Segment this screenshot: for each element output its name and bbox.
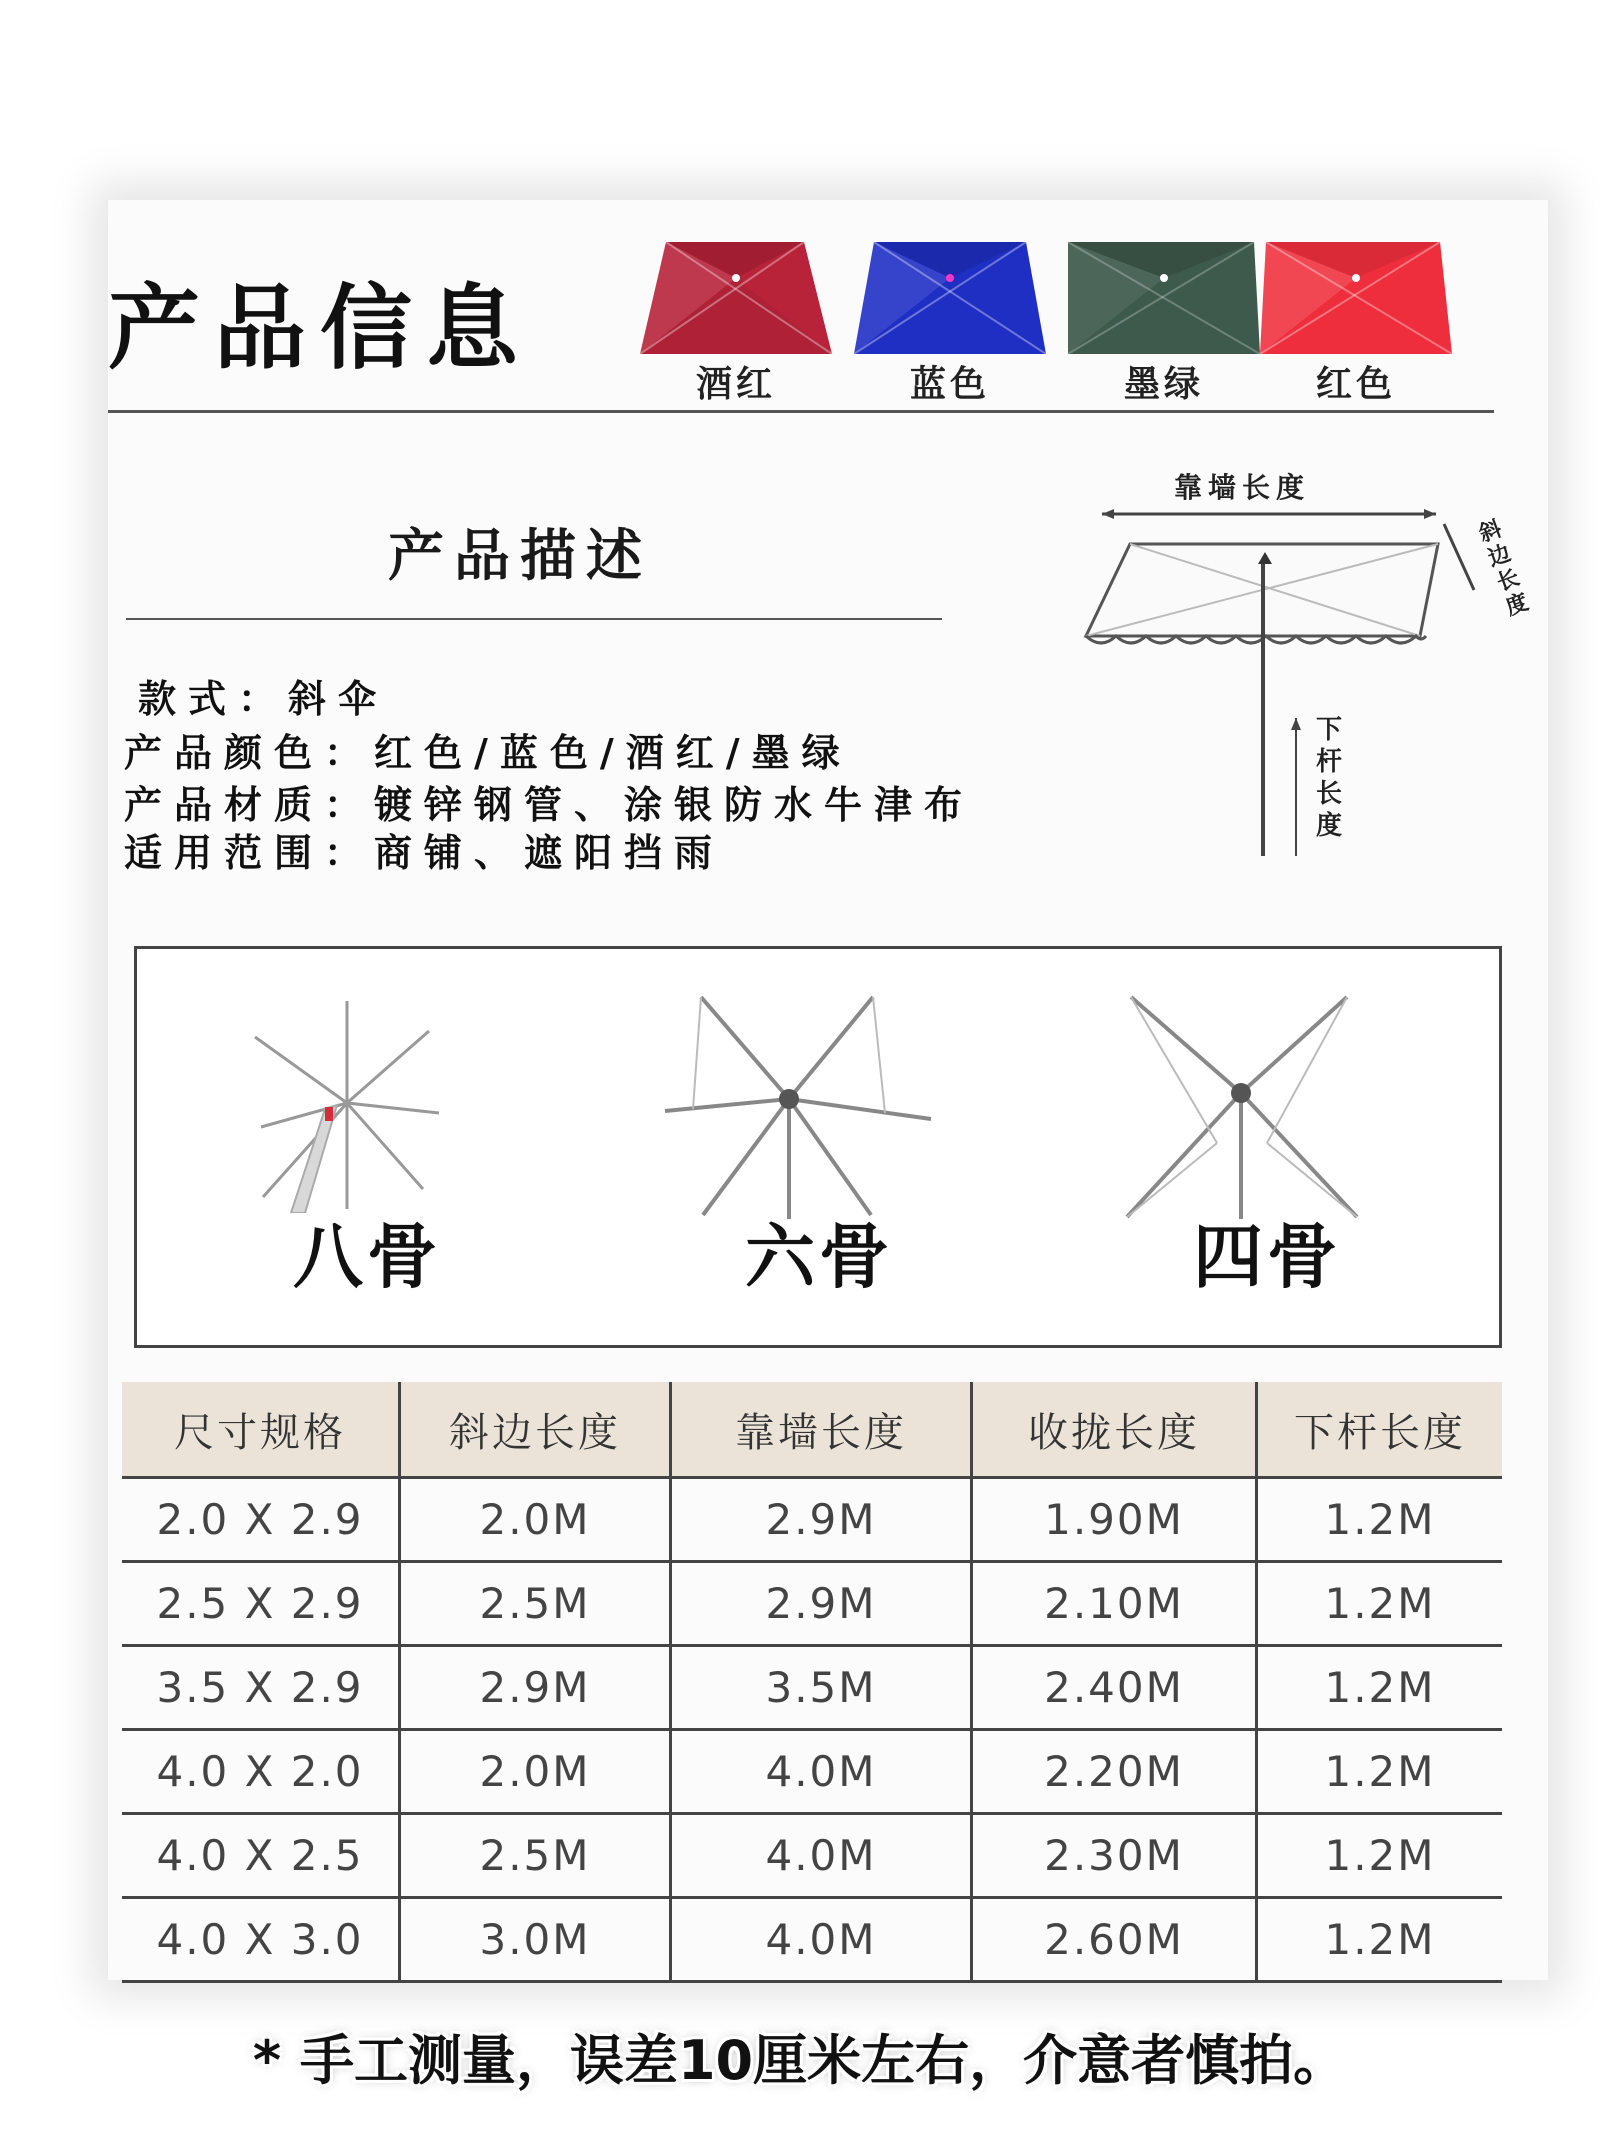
umbrella-canopy-icon (850, 238, 1050, 363)
table-cell: 1.90M (972, 1478, 1257, 1562)
umbrella-canopy-icon (1256, 238, 1456, 363)
column-header: 下杆长度 (1257, 1382, 1503, 1478)
table-row (122, 1730, 1502, 1814)
size-table (122, 1382, 1502, 1983)
table-header-row (122, 1382, 1502, 1478)
table-cell: 4.0M (671, 1898, 972, 1982)
eight-rib-frame-icon (197, 993, 457, 1213)
table-cell: 1.2M (1257, 1814, 1503, 1898)
table-cell: 4.0 X 2.0 (122, 1730, 400, 1814)
table-cell: 3.5M (671, 1646, 972, 1730)
column-header: 靠墙长度 (671, 1382, 972, 1478)
rib-option-four[interactable] (1057, 949, 1477, 1345)
table-cell: 2.0M (400, 1478, 671, 1562)
page-title: 产品信息 (108, 275, 533, 382)
description-title: 产品描述 (388, 524, 652, 589)
table-cell: 2.40M (972, 1646, 1257, 1730)
table-cell: 1.2M (1257, 1562, 1503, 1646)
table-cell: 2.10M (972, 1562, 1257, 1646)
umbrella-canopy-icon (636, 238, 836, 363)
four-rib-frame-icon (1097, 993, 1397, 1223)
table-cell: 2.9M (671, 1562, 972, 1646)
label-pole-length: 下杆长度 (1316, 715, 1343, 841)
color-swatches (636, 238, 1456, 408)
swatch-label: 红色 (1315, 364, 1396, 405)
spec-usage: 适用范围：商铺、遮阳挡雨 (124, 831, 725, 875)
label-wall-length: 靠墙长度 (1174, 471, 1311, 504)
swatch-label: 墨绿 (1123, 364, 1204, 405)
measurement-disclaimer: * 手工测量，误差10厘米左右，介意者慎拍。 (252, 2029, 1348, 2092)
table-cell: 4.0M (671, 1814, 972, 1898)
table-cell: 1.2M (1257, 1730, 1503, 1814)
rib-label: 六骨 (745, 1216, 893, 1298)
column-header: 尺寸规格 (122, 1382, 400, 1478)
table-row (122, 1562, 1502, 1646)
table-cell: 2.60M (972, 1898, 1257, 1982)
table-cell: 4.0M (671, 1730, 972, 1814)
table-cell: 4.0 X 2.5 (122, 1814, 400, 1898)
table-cell: 2.5M (400, 1814, 671, 1898)
label-slant-length: 斜边长度 (1476, 516, 1532, 621)
table-cell: 2.9M (400, 1646, 671, 1730)
spec-style: 款式：斜伞 (138, 677, 389, 721)
swatch-label: 蓝色 (909, 364, 990, 405)
rib-label: 八骨 (293, 1216, 441, 1298)
rib-label: 四骨 (1193, 1216, 1341, 1298)
table-cell: 4.0 X 3.0 (122, 1898, 400, 1982)
umbrella-canopy-icon (1064, 238, 1264, 363)
table-row (122, 1478, 1502, 1562)
table-cell: 2.0 X 2.9 (122, 1478, 400, 1562)
table-cell: 2.5M (400, 1562, 671, 1646)
spec-colors: 产品颜色：红色/蓝色/酒红/墨绿 (124, 731, 852, 775)
table-row (122, 1646, 1502, 1730)
rib-option-six[interactable] (609, 949, 1029, 1345)
table-row (122, 1898, 1502, 1982)
spec-material: 产品材质：镀锌钢管、涂银防水牛津布 (124, 783, 975, 827)
table-cell: 3.5 X 2.9 (122, 1646, 400, 1730)
table-row (122, 1814, 1502, 1898)
table-cell: 3.0M (400, 1898, 671, 1982)
umbrella-dimension-diagram (1060, 460, 1560, 880)
description-divider (126, 618, 942, 620)
table-cell: 2.30M (972, 1814, 1257, 1898)
column-header: 收拢长度 (972, 1382, 1257, 1478)
table-cell: 1.2M (1257, 1898, 1503, 1982)
swatch-dark-green[interactable] (1064, 238, 1264, 408)
header-divider (108, 410, 1494, 413)
swatch-label: 酒红 (695, 364, 776, 405)
swatch-red[interactable] (1256, 238, 1456, 408)
swatch-blue[interactable] (850, 238, 1050, 408)
table-cell: 2.20M (972, 1730, 1257, 1814)
rib-types-panel (134, 946, 1502, 1348)
column-header: 斜边长度 (400, 1382, 671, 1478)
table-cell: 2.0M (400, 1730, 671, 1814)
table-cell: 2.5 X 2.9 (122, 1562, 400, 1646)
rib-option-eight[interactable] (157, 949, 577, 1345)
table-cell: 2.9M (671, 1478, 972, 1562)
table-cell: 1.2M (1257, 1478, 1503, 1562)
swatch-wine-red[interactable] (636, 238, 836, 408)
table-cell: 1.2M (1257, 1646, 1503, 1730)
six-rib-frame-icon (649, 993, 949, 1223)
